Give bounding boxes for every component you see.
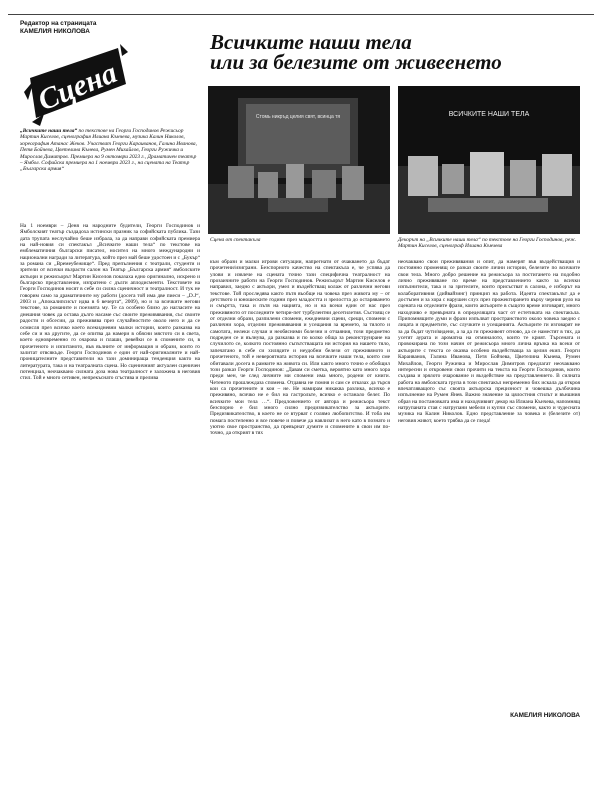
article-column-2: към образи и малки игрови ситуации, напрегнати от очакването да бъдат прочетени/изиграни. Безспорното качество на спектакъла е, че успява да улови и извлече на сцената точно тази специфична театралност на прозаичните работи на Георги Господинов. Режисьорът Мартин Киселов е направил, заедно с актьори, умел и въздействащ колаж от различни негови текстове. Той проследява както пътя въобще на човека през живота му – от детството и юношеските години през младостта и зрелостта до остаряването и смъртта, така и пътя на нацията, но и на всеки един от нас през преживяното от последните четири-пет турбулентни десетилетия. Състоящ се от отделни образи, разпилени спомени, ежедневни сцени, срещи, спомени с различни хора, отделни преживявания и усещания за времето, за тялото и самотата, нелеки случаи и необясними болезни и отчаяния, този предметно подреден се и вълнува, да разказва и по колко обща за реконструиране на случилото се, колкото постоянно съпътстващата ни история на нашето тяло, запечатано в себе си хилядите и неудобни белези от преживяното и прочетеното, той е невероятната история на всичките наши тела, които сме обитавали досега в рамките на живота си. Или както много точно е обобщил този разказ Георги Господинов: „Давам си сметка, вероятно като много хора преди мен, че след личните ми спомени има много, родени от книги. Четеното прошлеждаза спомена. Отдавна не помня и сам се отказах да търся кои са прочетените и кои – не. Не намирам никаква разлика, всичко е преживяно, всичко не е бил на гастрольте, всичко е останало белег. По всичките мои тела …“. Предложението от автора и режисьора текст безспорно е бил много силно предизвикателство за актьорите. Предизвикателство, в което не се втурват с голямо любопитство. И тоба им помага постепенно и все повече и повече да навлизат в него като в познато и уютно свое пространство, да превърнат думите и спомените в свои им по-точно, да открият в тях [210, 259, 390, 437]
article-column-1: На 1 ноември – Деня на народните будители, Георги Господинов и Ямболският театър създадоха истински празник за софийската публика. Тази дата трупата неслучайно беше избрала, за да направи софийската премиера на най-новия си спектакъл „Всичките наши тела“ по текстове на емблематичния български писател, носител на много международни и национални награди за литература, който през май беше удостоен и с „Букър“ за романа си „Времеубежище“. Пред препълнения с театрали, студенти и зрители от всички възрасти салон на Театър „Българска армия“ ямболските актьори и режисьорът Мартин Киселов показаха едно оригинално, искрено и българско представление, изпратено с дълги аплодисменти. Текстовете на Георги Господинов носят в себе си силна сценичност и театралност. И тук не говорим само за драматичните му работи (досега той има две пиеси – „D.J“, 2003 и „Апокалипсисът идва в 6 вечерта“, 2009), но и за всичките негови текстове, за романите и поезията му. Те са особено близо до нагласите на днешния човек да остава дълго насаме със своите преживявания, със своите радости и обсесии, да преживява през случайностите около него и да се осмисля през всичко което всекидневни малки истории, които разказва на себе си и на другите, да се опитва да намери в обясни мястото си в света, което едновременно го очарова и плаши, ревейки се в спомените си, в прочетеното и изпитаното, във вълните от информация и образи, които го залитат отвсякъде. Георги Господинов е един от най-оригиналните и най-проницателните представители на тази доминираща тенденция както на литературата, така и на театралната сцена. Но сценичният актуален сценичен потенциал, неочаквано силната доза нова театралност е заложена в неговия стил. Той е много сетивен, непрекъснато сгъстява и прелива [20, 223, 200, 382]
stage-photo-1 [208, 86, 390, 234]
production-info [20, 128, 200, 173]
editor-name: КАМЕЛИЯ НИКОЛОВА [20, 28, 90, 35]
production-credits: по текстове на Георги Господинов Режисьор Мартин Киселов, сценография Илиана Кънчева, музика Калин Николов, хореография Атанас Жеков. Участват Георги Караиванов, Галина Иванова, Петя Бойчева, Цветелина Кънева, Румен Михайлов, Георги Ружичка и Мирослав Димитров. Премиера на 9 октомври 2023 г., Драматичен театър – Ямбол. Софийска премиера на 1 ноември 2023 г., на сцената на Театър „Българска армия“ [20, 128, 197, 173]
stage-photo-2 [398, 86, 580, 234]
production-title: „Всичките наши тела“ [20, 128, 78, 134]
top-rule [8, 14, 594, 15]
headline-line1: Всичките наши тела [210, 30, 412, 54]
photo-caption-1: Сцена от спектакъла [210, 237, 261, 243]
stage-sign-text-2: ВСИЧКИТЕ НАШИ ТЕЛА [448, 111, 530, 118]
scena-logo [22, 40, 130, 130]
stage-sign-text-1: Стомь никръд целия свят, всинца тя [255, 114, 341, 120]
author-signature: КАМЕЛИЯ НИКОЛОВА [510, 712, 580, 719]
photo-caption-2: Декорът на „Всичките наши тела“ по текстове на Георги Господинов, реж. Мартин Киселов, сценограф Илиана Кънчева [398, 237, 577, 250]
logo-text: Сцена [33, 56, 122, 118]
page-editor [20, 20, 96, 36]
editor-label: Редактор на страницата [20, 20, 97, 27]
article-headline [210, 32, 502, 72]
headline-line2: или за белезите от живеенето [210, 50, 502, 74]
article-column-3: неочаквано свои преживявания и опит, да намерят във въздействащия и постоянно променящ се разказ своите лични истории, белезите по всичките свои тела. Много добро решение на режисьора за постигането на подобно лично преживяване по време на представлението както за всички изпълнители, така и за зрителите, които присъстват в салона, е изборът на колаборативния (дийвайзинг) принцип на работа. Идеята спектакълът да е достъпен и за хора с нарушен слух през прожектирането върху черния руло на сцената на отделните фрази, които актьорите в същото време изговарят, много находчиво е превърната в определящата част от естетиката на спектакъла. Припомнящите думи и фрази изпълват пространството около човека заедно с лицата и предметите, със случките и усещанията. Актьорите ги изговарят не за да бъдат чути/видени, а за да ги преживеят отново, да се наместят в тях, да усетят аурата и ароматна на отминалото, които те крият. Търсената и провокирана по този начин от режисьора много лична връзка на всеки от актьорите с текста се оказва особено въздействаща за целия екип. Георги Караиванов, Галина Иванова, Петя Бойчева, Цветелина Кънева, Румен Михайлов, Георги Ружичка и Мирослав Димитров предлагат неочаквано интересни и откровени свои прочити на текста на Георги Господинов, които създава и зрялото очарование и въздействие на представлението. В силната работа на ямболската група в този спектакъл непременно бих искала да откроя впечатляващото със своята актьорска прецизност и човешка дълбочина изпълнение на Румен Янев. Важно значение за цялостния стилът и външния образ на постановката има и находчивият декор на Илиана Кънчева, напомнящ натрупаната стая с натрупани мебели и купчи със спомени, както и чудесната музика на Калин Николов. Едно представление за човека и (белезите от) неговия живот, което трябва да се гледа! [398, 259, 580, 424]
